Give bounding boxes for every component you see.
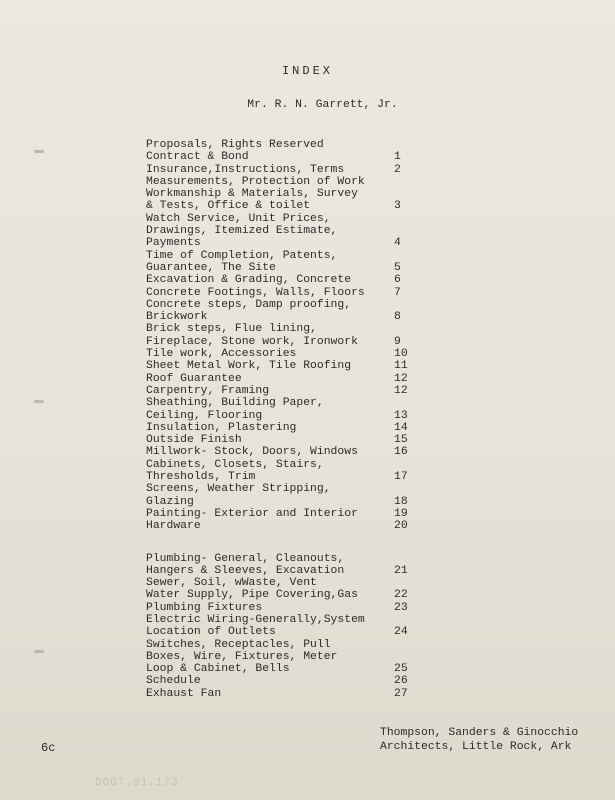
- index-entry: [146, 651, 416, 663]
- index-entry: [146, 225, 416, 237]
- archive-stamp: DOOT.01.173: [95, 777, 179, 789]
- index-entry-page: 22: [394, 589, 408, 602]
- index-entry: [146, 471, 416, 483]
- page-title: INDEX: [281, 64, 333, 78]
- index-entry-text: Glazing: [146, 495, 194, 508]
- index-entry: [146, 237, 416, 249]
- index-entry-text: Workmanship & Materials, Survey: [146, 188, 358, 201]
- index-entry: [146, 176, 416, 188]
- index-entry: [146, 200, 416, 212]
- index-entry-page: 18: [394, 495, 408, 508]
- index-entry-page: 25: [394, 663, 408, 676]
- index-entry: [146, 397, 416, 409]
- punch-hole-mark: [34, 400, 44, 403]
- section-gap: [146, 533, 416, 553]
- index-entry: [146, 311, 416, 323]
- index-entry-text: Screens, Weather Stripping,: [146, 483, 331, 496]
- index-entry: [146, 336, 416, 348]
- index-entry: [146, 459, 416, 471]
- index-list: [146, 139, 416, 700]
- index-entry: [146, 188, 416, 200]
- index-entry-text: Guarantee, The Site: [146, 261, 276, 274]
- architect-block: [380, 726, 578, 754]
- index-entry-page: 1: [394, 151, 401, 164]
- index-entry-page: 2: [394, 163, 401, 176]
- index-entry: [146, 675, 416, 687]
- index-entry-text: Sheathing, Building Paper,: [146, 397, 324, 410]
- index-entry-text: Tile work, Accessories: [146, 348, 297, 361]
- index-entry-page: 5: [394, 261, 401, 274]
- index-entry-page: 17: [394, 471, 408, 484]
- index-entry-page: 3: [394, 200, 401, 213]
- index-entry-text: Time of Completion, Patents,: [146, 249, 338, 262]
- index-entry-text: & Tests, Office & toilet: [146, 200, 311, 213]
- index-entry: [146, 139, 416, 151]
- index-entry-page: 21: [394, 564, 408, 577]
- index-entry-text: Contract & Bond: [146, 151, 249, 164]
- index-entry-text: Loop & Cabinet, Bells: [146, 663, 290, 676]
- index-entry: [146, 614, 416, 626]
- index-entry-page: 16: [394, 446, 408, 459]
- index-entry-page: 26: [394, 675, 408, 688]
- punch-hole-mark: [34, 150, 44, 153]
- index-entry-text: Thresholds, Trim: [146, 471, 256, 484]
- index-entry-page: 19: [394, 507, 408, 520]
- index-entry-text: Payments: [146, 237, 201, 250]
- index-entry-text: Ceiling, Flooring: [146, 409, 263, 422]
- index-entry-page: 20: [394, 520, 408, 533]
- index-entry-text: Measurements, Protection of Work: [146, 175, 365, 188]
- index-entry: [146, 626, 416, 638]
- index-entry: [146, 360, 416, 372]
- index-section-general: [146, 139, 416, 533]
- index-entry-text: Brickwork: [146, 311, 208, 324]
- index-entry-text: Brick steps, Flue lining,: [146, 323, 317, 336]
- index-entry-text: Exhaust Fan: [146, 687, 222, 700]
- index-entry-text: Schedule: [146, 675, 201, 688]
- index-entry: [146, 348, 416, 360]
- client-name: Mr. R. N. Garrett, Jr.: [247, 99, 398, 111]
- index-entry: [146, 565, 416, 577]
- index-section-mechanical: [146, 553, 416, 701]
- index-entry: [146, 422, 416, 434]
- index-entry: [146, 483, 416, 495]
- index-entry: [146, 287, 416, 299]
- index-entry-text: Cabinets, Closets, Stairs,: [146, 458, 324, 471]
- index-entry-text: Watch Service, Unit Prices,: [146, 212, 331, 225]
- architect-location: Architects, Little Rock, Ark: [380, 741, 572, 753]
- index-entry: [146, 639, 416, 651]
- index-entry-page: 8: [394, 311, 401, 324]
- index-entry: [146, 385, 416, 397]
- index-entry-text: Boxes, Wire, Fixtures, Meter: [146, 650, 338, 663]
- index-entry: [146, 250, 416, 262]
- index-entry-page: 7: [394, 286, 401, 299]
- index-entry-text: Insulation, Plastering: [146, 421, 297, 434]
- index-entry-text: Plumbing- General, Cleanouts,: [146, 552, 345, 565]
- index-entry-text: Sheet Metal Work, Tile Roofing: [146, 360, 352, 373]
- index-entry: [146, 213, 416, 225]
- index-entry: [146, 410, 416, 422]
- index-entry: [146, 688, 416, 700]
- index-entry: [146, 323, 416, 335]
- index-entry-page: 6: [394, 274, 401, 287]
- index-entry: [146, 520, 416, 532]
- index-entry-text: Location of Outlets: [146, 626, 276, 639]
- index-entry-page: 12: [394, 384, 408, 397]
- index-entry: [146, 602, 416, 614]
- architect-firm-name: Thompson, Sanders & Ginocchio: [380, 727, 579, 739]
- index-entry-page: 11: [394, 360, 408, 373]
- index-entry-text: Electric Wiring-Generally,System: [146, 613, 365, 626]
- index-entry-page: 27: [394, 687, 408, 700]
- index-entry: [146, 663, 416, 675]
- index-entry-text: Concrete Footings, Walls, Floors: [146, 286, 365, 299]
- index-entry: [146, 151, 416, 163]
- index-entry: [146, 577, 416, 589]
- index-entry-page: 10: [394, 348, 408, 361]
- index-entry-page: 13: [394, 409, 408, 422]
- index-entry-text: Hangers & Sleeves, Excavation: [146, 564, 345, 577]
- index-entry-text: Fireplace, Stone work, Ironwork: [146, 335, 358, 348]
- index-entry-text: Painting- Exterior and Interior: [146, 507, 358, 520]
- index-entry-page: 4: [394, 237, 401, 250]
- index-entry-text: Drawings, Itemized Estimate,: [146, 225, 338, 238]
- index-entry-text: Concrete steps, Damp proofing,: [146, 298, 352, 311]
- sheet-number: 6c: [41, 741, 56, 755]
- index-entry-text: Insurance,Instructions, Terms: [146, 163, 345, 176]
- index-entry-text: Proposals, Rights Reserved: [146, 139, 324, 151]
- index-entry-text: Excavation & Grading, Concrete: [146, 274, 352, 287]
- index-entry-page: 14: [394, 421, 408, 434]
- index-entry: [146, 262, 416, 274]
- index-entry: [146, 496, 416, 508]
- index-entry: [146, 553, 416, 565]
- punch-hole-mark: [34, 650, 44, 653]
- index-entry-text: Hardware: [146, 520, 201, 533]
- index-entry-page: 24: [394, 626, 408, 639]
- index-entry: [146, 299, 416, 311]
- index-entry: [146, 274, 416, 286]
- index-entry: [146, 446, 416, 458]
- index-entry: [146, 508, 416, 520]
- index-entry-page: 12: [394, 372, 408, 385]
- index-entry: [146, 164, 416, 176]
- index-entry: [146, 434, 416, 446]
- index-entry-text: Carpentry, Framing: [146, 384, 270, 397]
- index-entry-page: 9: [394, 335, 401, 348]
- index-entry-text: Plumbing Fixtures: [146, 601, 263, 614]
- index-entry-text: Millwork- Stock, Doors, Windows: [146, 446, 358, 459]
- index-entry: [146, 589, 416, 601]
- index-entry-page: 15: [394, 434, 408, 447]
- index-entry-page: 23: [394, 601, 408, 614]
- index-entry-text: Water Supply, Pipe Covering,Gas: [146, 589, 358, 602]
- index-entry-text: Roof Guarantee: [146, 372, 242, 385]
- index-entry-text: Outside Finish: [146, 434, 242, 447]
- index-entry-text: Sewer, Soil, wWaste, Vent: [146, 577, 317, 590]
- index-entry-text: Switches, Receptacles, Pull: [146, 638, 331, 651]
- index-entry: [146, 373, 416, 385]
